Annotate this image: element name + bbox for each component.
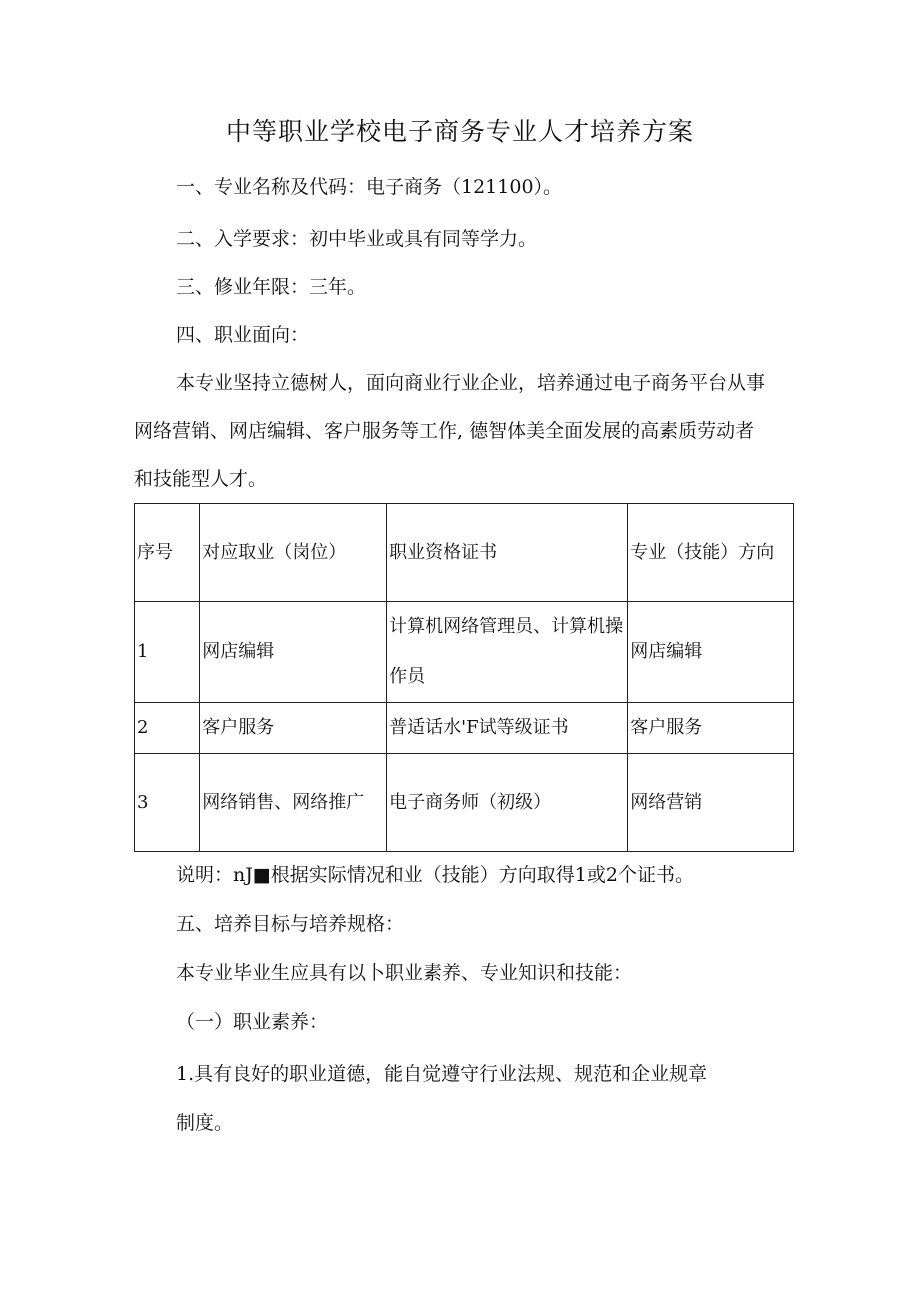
table-row [135, 754, 794, 852]
section-3-duration: 三、修业年限：三年。 [176, 276, 367, 298]
section-5-intro: 本专业毕业生应具有以卜职业素养、专业知识和技能： [176, 962, 633, 984]
table-header-row [135, 504, 794, 602]
cell-position: 网店编辑 [200, 602, 387, 703]
section-4-paragraph-line-1: 本专业坚持立德树人，面向商业行业企业，培养通过电子商务平台从事 [176, 372, 766, 394]
section-2-admission: 二、入学要求：初中毕业或具有同等学力。 [176, 228, 538, 250]
table-note: 说明：nJ■根据实际情况和业（技能）方向取得1或2个证书。 [176, 864, 694, 886]
header-cell-certificate: 职业资格证书 [387, 504, 628, 602]
section-1-major-code: 一、专业名称及代码：电子商务（121100）。 [176, 176, 563, 198]
cell-direction: 网络营销 [628, 754, 794, 852]
header-cell-position: 对应取业（岗位） [200, 504, 387, 602]
document-title: 中等职业学校电子商务专业人才培养方案 [225, 117, 694, 146]
table-row [135, 602, 794, 703]
occupation-table [134, 503, 794, 852]
section-5-subheading-1: （一）职业素养： [176, 1011, 329, 1033]
cell-direction: 网店编辑 [628, 602, 794, 703]
section-4-heading: 四、职业面向： [176, 324, 310, 346]
cell-certificate: 普适话水'F试等级证书 [387, 703, 628, 754]
cell-certificate: 计算机网络管理员、计算机操作员 [387, 602, 628, 703]
cell-index: 1 [135, 602, 200, 703]
header-cell-index: 序号 [135, 504, 200, 602]
cell-direction: 客户服务 [628, 703, 794, 754]
cell-index: 3 [135, 754, 200, 852]
cell-position: 客户服务 [200, 703, 387, 754]
cell-position: 网络销售、网络推广 [200, 754, 387, 852]
section-5-item-1-line-1: 1.具有良好的职业道德，能自觉遵守行业法规、规范和企业规章 [176, 1063, 708, 1085]
section-4-paragraph-line-3: 和技能型人才。 [134, 468, 268, 490]
cell-index: 2 [135, 703, 200, 754]
cell-certificate: 电子商务师（初级） [387, 754, 628, 852]
header-cell-direction: 专业（技能）方向 [628, 504, 794, 602]
table-row [135, 703, 794, 754]
section-4-paragraph-line-2: 网络营销、网店编辑、客户服务等工作, 德智体美全面发展的高素质劳动者 [134, 420, 755, 442]
section-5-heading: 五、培养目标与培养规格： [176, 913, 405, 935]
section-5-item-1-line-2: 制度。 [176, 1112, 234, 1134]
